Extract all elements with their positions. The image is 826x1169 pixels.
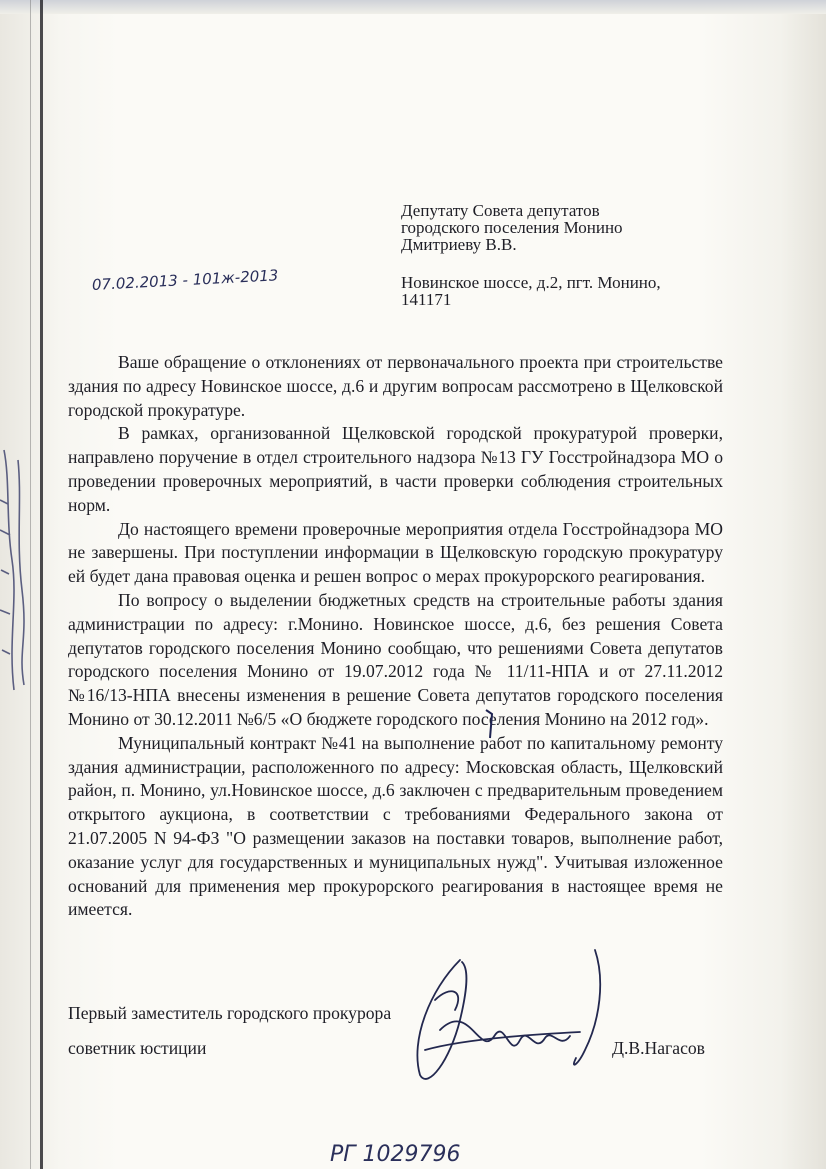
- body-paragraph: По вопросу о выделении бюджетных средств на строительные работы здания администрации по адресу: г.Монино. Новинское шоссе, д.6, без решения Совета депутатов городского поселения Монино сообщаю, что решениями Совета депутатов городского поселения Монино от 19.07.2012 года № 11/11-НПА и от 27.11.2012 №16/13-НПА внесены изменения в решение Совета депутатов городского поселения Монино от 30.12.2011 №6/5 «О бюджете городского поселения Монино на 2012 год».: [68, 589, 723, 729]
- handwritten-registration-note: 07.02.2013 - 101ж-2013: [91, 266, 279, 294]
- addressee-line: городского поселения Монино: [401, 218, 623, 237]
- signatory-title: Первый заместитель городского прокурора: [68, 1003, 392, 1023]
- body-paragraph: В рамках, организованной Щелковской городской прокуратурой проверки, направлено поручение в отдел строительного надзора №13 ГУ Госстройнадзора МО о проведении проверочных мероприятий, в части проверки соблюдения строительных норм.: [68, 423, 723, 515]
- signatory-rank: советник юстиции: [68, 1038, 207, 1058]
- body-paragraph: Ваше обращение о отклонениях от первоначального проекта при строительстве здания по адресу Новинское шоссе, д.6 и другим вопросам рассмотрено в Щелковской городской прокуратуре.: [68, 352, 723, 420]
- letter-body: [68, 351, 723, 922]
- scan-left-edge: [40, 0, 43, 1169]
- addressee-block: [401, 202, 731, 253]
- address-block: [401, 274, 721, 308]
- body-paragraph: До настоящего времени проверочные мероприятия отдела Госстройнадзора МО не завершены. При поступлении информации в Щелковскую городскую прокуратуру ей будет дана правовая оценка и решен вопрос о мерах прокурорского реагирования.: [68, 518, 723, 587]
- side-stamp-graphic: [0, 440, 38, 700]
- scan-top-edge: [0, 0, 826, 14]
- signatory-name: Д.В.Нагасов: [612, 1038, 705, 1058]
- pen-mark: [484, 706, 498, 740]
- handwritten-signature: [400, 940, 620, 1090]
- addressee-line: Депутату Совета депутатов: [401, 201, 600, 220]
- address-line: Новинское шоссе, д.2, пгт. Монино,: [401, 273, 661, 292]
- address-line: 141171: [401, 290, 452, 309]
- handwritten-bottom-note: РГ 1029796: [330, 1142, 461, 1167]
- body-paragraph: Муниципальный контракт №41 на выполнение работ по капитальному ремонту здания администрации, расположенного по адресу: Московская область, Щелковский район, п. Монино, ул.Новинское шоссе, д.6 заключен с предварительным проведением открытого аукциона, в соответствии с требованиями Федерального закона от 21.07.2005 N 94-ФЗ "О размещении заказов на поставки товаров, выполнение работ, оказание услуг для государственных и муниципальных нужд". Учитывая изложенное оснований для применения мер прокурорского реагирования в настоящее время не имеется.: [68, 732, 723, 920]
- addressee-line: Дмитриеву В.В.: [401, 235, 517, 254]
